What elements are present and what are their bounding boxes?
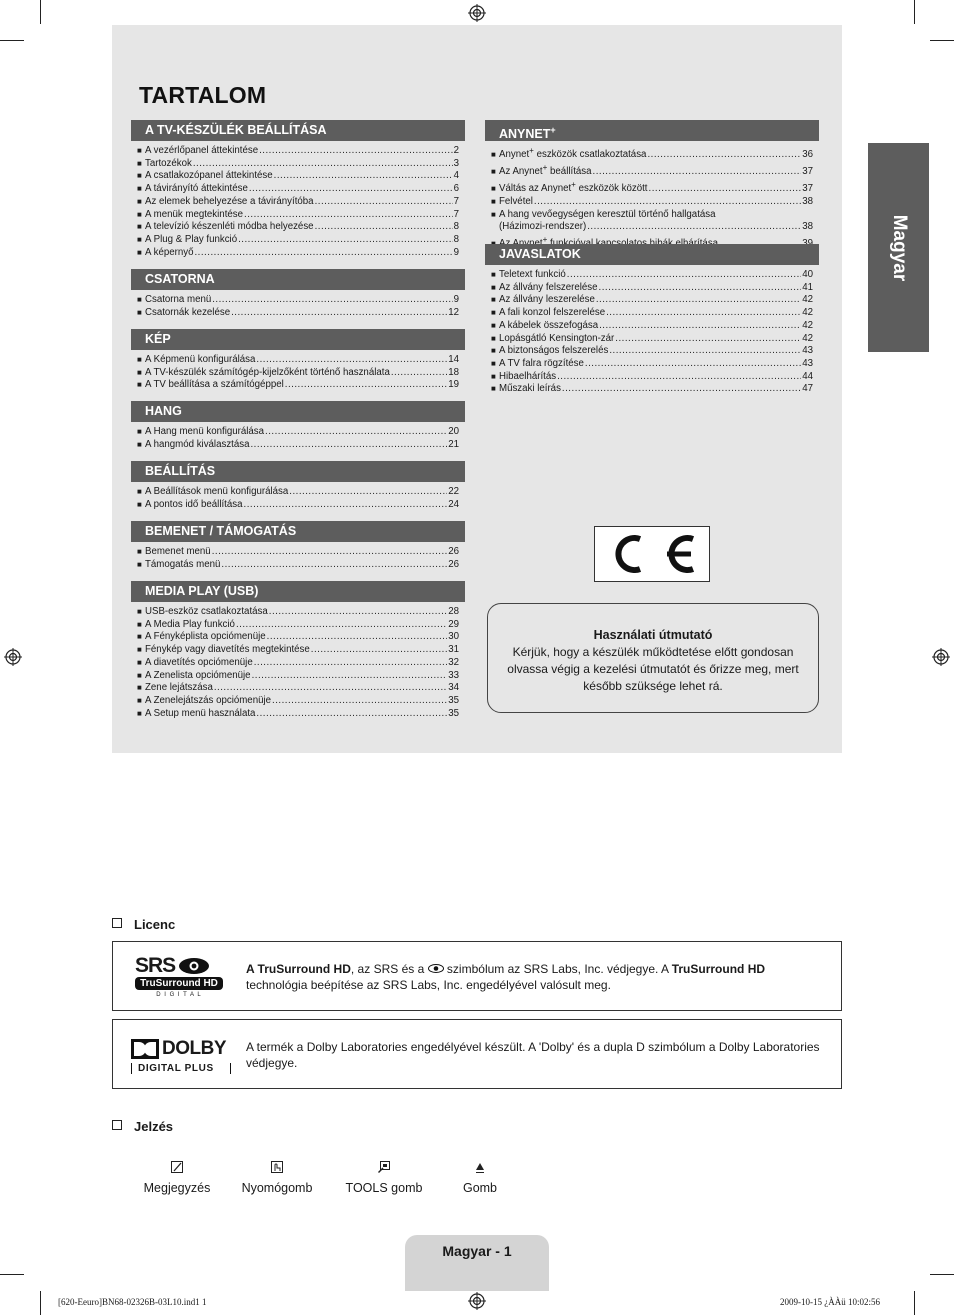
toc-entry[interactable]: ■ A hang vevőegységen keresztül történő hallgatása xyxy=(491,208,716,220)
bullet-icon: ■ xyxy=(137,607,142,616)
toc-entry-page: 34 xyxy=(448,682,459,694)
toc-entry-text: Fénykép vagy diavetítés megtekintése xyxy=(145,644,310,656)
bullet-icon: ■ xyxy=(137,307,142,317)
toc-entry[interactable] xyxy=(131,546,465,559)
toc-entry-text: A távirányító áttekintése xyxy=(145,183,248,195)
page-number-tab xyxy=(405,1235,549,1291)
bullet-icon: ■ xyxy=(137,499,142,509)
toc-entry[interactable] xyxy=(131,439,465,452)
bullet-icon: ■ xyxy=(137,695,142,705)
bullet-icon: ■ xyxy=(137,619,142,629)
bullet-icon: ■ xyxy=(137,295,142,304)
srs-circle-icon xyxy=(178,957,210,975)
section-heading: ANYNET+ xyxy=(485,120,819,141)
bullet-icon: ■ xyxy=(137,209,142,219)
toc-entry[interactable]: ■ Anynet+ eszközök csatlakoztatása ..... 36 xyxy=(485,145,819,162)
section-heading: MEDIA PLAY (USB) xyxy=(131,581,465,602)
bullet-icon: ■ xyxy=(491,333,496,343)
section-heading: KÉP xyxy=(131,329,465,350)
footer-timestamp: 2009-10-15 ¿ÀÀü 10:02:56 xyxy=(780,1297,880,1307)
page-number: Magyar - 1 xyxy=(442,1243,512,1259)
toc-section xyxy=(131,269,465,319)
toc-section-javaslatok xyxy=(485,244,819,396)
dolby-licence-box xyxy=(112,1019,842,1089)
toc-entry[interactable] xyxy=(485,371,819,384)
crop-mark xyxy=(914,1291,915,1315)
toc-entry-page: 33 xyxy=(448,669,459,681)
bullet-icon: ■ xyxy=(137,439,142,449)
crop-mark xyxy=(40,1291,41,1315)
toc-entry[interactable] xyxy=(485,282,819,295)
crop-mark xyxy=(930,40,954,41)
leader-dots xyxy=(315,221,453,234)
toc-entry[interactable] xyxy=(131,682,465,695)
leader-dots xyxy=(244,499,448,512)
note-body: Kérjük, hogy a készülék működtetése előtt gondosan olvassa végig a kezelési útmutatót és őrizze meg, mert később szüksége lehet rá. xyxy=(507,645,799,693)
leader-dots xyxy=(596,294,801,307)
leader-dots xyxy=(311,644,447,657)
toc-section xyxy=(131,120,465,259)
bullet-icon: ■ xyxy=(137,171,142,181)
leader-dots xyxy=(193,158,453,171)
usage-note xyxy=(487,603,819,713)
toc-entry[interactable] xyxy=(131,426,465,439)
toc-entry[interactable] xyxy=(131,619,465,632)
toc-entry-text: A diavetítés opciómenüje xyxy=(145,656,253,668)
bullet-icon: ■ xyxy=(137,632,142,642)
toc-entry[interactable] xyxy=(131,644,465,657)
toc-entry-text: A televízió készenléti módba helyezése xyxy=(145,221,314,233)
toc-entry-text: A Hang menü konfigurálása xyxy=(145,426,265,437)
leader-dots xyxy=(606,307,801,320)
toc-entry[interactable] xyxy=(131,354,465,367)
registration-mark-icon xyxy=(4,648,22,666)
dolby-double-d-icon xyxy=(131,1039,159,1059)
srs-licence-box xyxy=(112,941,842,1011)
language-tab xyxy=(868,143,929,352)
srs-logo: SRS TruSurround HD D I G I T A L xyxy=(135,956,223,998)
symbol-button: Nyomógomb xyxy=(235,1157,319,1195)
toc-entry-page: 4 xyxy=(453,170,459,182)
toc-entry[interactable] xyxy=(131,196,465,209)
toc-entry-text: A vezérlőpanel áttekintése xyxy=(145,145,259,156)
symbol-note: Megjegyzés xyxy=(136,1157,218,1195)
toc-entry[interactable] xyxy=(131,559,465,572)
toc-entry-page: 43 xyxy=(802,345,813,357)
toc-entry[interactable]: ■ Váltás az Anynet+ eszközök között ..... 37 xyxy=(485,179,819,196)
toc-entry[interactable] xyxy=(131,695,465,708)
bullet-icon: ■ xyxy=(137,184,142,194)
toc-section xyxy=(131,461,465,511)
toc-entry-text: Csatorna menü xyxy=(145,294,212,305)
toc-entry-text: Tartozékok xyxy=(145,157,192,169)
toc-entry-page: 18 xyxy=(448,366,459,378)
footer-file-info: [620-Eeuro]BN68-02326B-03L10.ind1 1 xyxy=(58,1297,207,1307)
symbol-tools: TOOLS gomb xyxy=(340,1157,428,1195)
toc-entry[interactable] xyxy=(485,358,819,371)
toc-entry[interactable] xyxy=(131,234,465,247)
leader-dots xyxy=(194,247,452,260)
toc-entry[interactable] xyxy=(485,269,819,282)
toc-entry-text: A Zenelejátszás opciómenüje xyxy=(145,694,272,706)
leader-dots xyxy=(256,354,447,367)
bullet-icon: ■ xyxy=(137,708,142,718)
toc-section xyxy=(131,521,465,571)
toc-entry[interactable] xyxy=(131,606,465,619)
toc-entry-page: 28 xyxy=(448,606,459,617)
toc-entry-text: A képernyő xyxy=(145,246,194,258)
toc-entry-text: A kábelek összefogása xyxy=(499,319,599,331)
toc-entry[interactable]: ■ Felvétel ..... 38 xyxy=(485,196,819,209)
srs-symbol-icon xyxy=(428,964,444,973)
toc-entry-text: Az állvány felszerelése xyxy=(499,281,598,293)
toc-entry-text: A csatlakozópanel áttekintése xyxy=(145,170,273,182)
leader-dots xyxy=(285,379,447,392)
toc-entry-text: A TV-készülék számítógép-kijelzőként történő használata xyxy=(145,366,390,378)
toc-entry-text: A Zenelista opciómenüje xyxy=(145,669,251,681)
page-title: TARTALOM xyxy=(139,82,267,108)
toc-entry-text: Teletext funkció xyxy=(499,269,566,280)
bullet-icon: ■ xyxy=(491,282,496,292)
section-heading: BEÁLLÍTÁS xyxy=(131,461,465,482)
bullet-icon: ■ xyxy=(137,367,142,377)
toc-entry-page: 7 xyxy=(453,195,459,207)
toc-entry[interactable] xyxy=(131,209,465,222)
section-heading: CSATORNA xyxy=(131,269,465,290)
bullet-icon: ■ xyxy=(491,384,496,394)
toc-entry-text: Hibaelhárítás xyxy=(499,370,557,382)
toc-entry[interactable] xyxy=(485,294,819,307)
toc-entry[interactable] xyxy=(485,383,819,396)
toc-entry-page: 2 xyxy=(453,145,459,156)
toc-entry-page: 3 xyxy=(453,157,459,169)
toc-entry[interactable] xyxy=(131,183,465,196)
toc-entry-text: A Setup menü használata xyxy=(145,707,256,719)
bullet-icon: ■ xyxy=(137,547,142,556)
toc-entry[interactable] xyxy=(131,158,465,171)
leader-dots xyxy=(289,486,447,499)
toc-entry-page: 42 xyxy=(802,332,813,344)
checkbox-bullet-icon xyxy=(112,1120,122,1130)
toc-entry-text: A Képmenü konfigurálása xyxy=(145,354,256,365)
toc-entry-page: 9 xyxy=(453,294,459,305)
toc-entry-page: 8 xyxy=(453,221,459,233)
dolby-logo: DOLBY DIGITAL PLUS xyxy=(131,1038,231,1074)
leader-dots xyxy=(254,657,448,670)
toc-entry-page: 30 xyxy=(448,631,459,643)
toc-entry-page: 42 xyxy=(802,307,813,319)
button-icon xyxy=(270,1160,284,1174)
leader-dots xyxy=(244,209,453,222)
toc-entry[interactable] xyxy=(131,145,465,158)
leader-dots xyxy=(256,708,447,721)
toc-entry[interactable] xyxy=(131,294,465,307)
toc-entry-page: 40 xyxy=(802,269,813,280)
leader-dots xyxy=(231,307,447,320)
leader-dots xyxy=(212,294,452,307)
toc-entry[interactable]: ■ Az Anynet+ beállítása ..... 37 xyxy=(485,162,819,179)
toc-entry-text: Csatornák kezelése xyxy=(145,306,231,318)
dolby-licence-text: A termék a Dolby Laboratories engedélyével készült. A 'Dolby' és a dupla D szimbólum a Dolby Laboratories védjegye. xyxy=(246,1040,820,1070)
leader-dots xyxy=(599,320,801,333)
leader-dots xyxy=(214,682,447,695)
toc-entry[interactable] xyxy=(131,221,465,234)
toc-entry[interactable] xyxy=(131,170,465,183)
leader-dots xyxy=(249,183,453,196)
leader-dots xyxy=(557,371,801,384)
toc-entry-text: A menük megtekintése xyxy=(145,208,244,220)
toc-entry-page: 43 xyxy=(802,357,813,369)
toc-section-anynet xyxy=(485,120,819,251)
toc-entry-text: A biztonságos felszerelés xyxy=(499,345,609,357)
toc-entry[interactable] xyxy=(131,708,465,721)
section-heading: HANG xyxy=(131,401,465,422)
toc-entry-page: 7 xyxy=(453,208,459,220)
toc-entry[interactable] xyxy=(131,631,465,644)
toc-entry-text: A Plug & Play funkció xyxy=(145,233,238,245)
bullet-icon: ■ xyxy=(137,427,142,436)
toc-entry-page: 12 xyxy=(448,306,459,318)
bullet-icon: ■ xyxy=(137,196,142,206)
leader-dots xyxy=(236,619,447,632)
note-icon xyxy=(170,1160,184,1174)
toc-entry[interactable]: + ..... xyxy=(485,234,819,251)
leader-dots xyxy=(567,269,801,282)
toc-entry-page: 41 xyxy=(802,281,813,293)
leader-dots xyxy=(585,358,801,371)
toc-section xyxy=(131,329,465,392)
toc-entry[interactable] xyxy=(131,657,465,670)
toc-entry-text: A fali konzol felszerelése xyxy=(499,307,606,319)
symbols-title: Jelzés xyxy=(112,1119,173,1134)
crop-mark xyxy=(930,1274,954,1275)
bullet-icon: ■ xyxy=(137,657,142,667)
bullet-icon: ■ xyxy=(137,487,142,496)
toc-entry-page: 22 xyxy=(448,486,459,497)
toc-entry-text: Zene lejátszása xyxy=(145,682,213,694)
bullet-icon: ■ xyxy=(491,270,496,279)
toc-entry[interactable] xyxy=(131,499,465,512)
toc-entry[interactable] xyxy=(131,247,465,260)
toc-entry[interactable] xyxy=(131,486,465,499)
section-heading: A TV-KÉSZÜLÉK BEÁLLÍTÁSA xyxy=(131,120,465,141)
toc-entry[interactable] xyxy=(131,379,465,392)
toc-entry-text: Műszaki leírás xyxy=(499,383,561,395)
toc-entry-page: 47 xyxy=(802,383,813,395)
toc-entry-page: 21 xyxy=(448,438,459,450)
toc-entry-page: 24 xyxy=(448,498,459,510)
toc-entry[interactable] xyxy=(131,367,465,380)
bullet-icon: ■ xyxy=(491,320,496,330)
leader-dots xyxy=(265,426,447,439)
toc-entry-page: 32 xyxy=(448,656,459,668)
crop-mark xyxy=(914,0,915,24)
toc-section xyxy=(131,401,465,451)
licence-title: Licenc xyxy=(112,917,175,932)
toc-entry-text: USB-eszköz csatlakoztatása xyxy=(145,606,268,617)
toc-entry-page: 42 xyxy=(802,294,813,306)
leader-dots xyxy=(615,333,801,346)
registration-mark-icon xyxy=(468,1292,486,1310)
toc-entry-text: A Media Play funkció xyxy=(145,618,235,630)
leader-dots xyxy=(212,546,448,559)
bullet-icon: ■ xyxy=(137,234,142,244)
language-tab-label: Magyar xyxy=(888,214,910,281)
bullet-icon: ■ xyxy=(491,308,496,318)
toc-entry[interactable] xyxy=(131,307,465,320)
section-heading: BEMENET / TÁMOGATÁS xyxy=(131,521,465,542)
registration-mark-icon xyxy=(932,648,950,666)
toc-entry[interactable] xyxy=(485,333,819,346)
toc-entry[interactable] xyxy=(485,345,819,358)
bullet-icon: ■ xyxy=(137,355,142,364)
leader-dots xyxy=(315,196,453,209)
toc-entry-page: 14 xyxy=(448,354,459,365)
crop-mark xyxy=(0,1274,24,1275)
toc-entry[interactable] xyxy=(485,307,819,320)
bullet-icon: ■ xyxy=(491,371,496,381)
bullet-icon: ■ xyxy=(137,146,142,155)
toc-entry-page: 6 xyxy=(453,183,459,195)
symbol-up-arrow: Gomb xyxy=(452,1157,508,1195)
section-heading: JAVASLATOK xyxy=(485,244,819,265)
toc-entry-page: 35 xyxy=(448,707,459,719)
leader-dots xyxy=(599,282,802,295)
bullet-icon: ■ xyxy=(491,358,496,368)
bullet-icon: ■ xyxy=(137,670,142,680)
toc-entry[interactable] xyxy=(485,320,819,333)
ce-mark xyxy=(594,526,710,582)
leader-dots xyxy=(269,606,447,619)
leader-dots xyxy=(252,670,448,683)
toc-entry-text: Az elemek behelyezése a távirányítóba xyxy=(145,195,314,207)
toc-entry-text: Támogatás menü xyxy=(145,558,221,570)
toc-entry-text: A pontos idő beállítása xyxy=(145,498,243,510)
registration-mark-icon xyxy=(468,4,486,22)
leader-dots xyxy=(609,345,801,358)
leader-dots xyxy=(238,234,453,247)
leader-dots xyxy=(267,631,448,644)
leader-dots xyxy=(259,145,453,158)
bullet-icon: ■ xyxy=(137,683,142,693)
toc-entry-page: 35 xyxy=(448,694,459,706)
toc-entry-page: 8 xyxy=(453,233,459,245)
toc-entry-continued[interactable]: (Házimozi-rendszer) ..... 38 xyxy=(485,221,819,234)
crop-mark xyxy=(40,0,41,24)
checkbox-bullet-icon xyxy=(112,918,122,928)
bullet-icon: ■ xyxy=(137,247,142,257)
toc-entry[interactable] xyxy=(131,670,465,683)
toc-entry-page: 20 xyxy=(448,426,459,437)
toc-entry-page: 19 xyxy=(448,379,459,391)
toc-entry-page: 26 xyxy=(448,558,459,570)
bullet-icon: ■ xyxy=(137,380,142,390)
leader-dots xyxy=(274,170,453,183)
toc-entry-page: 26 xyxy=(448,546,459,557)
bullet-icon: ■ xyxy=(137,158,142,168)
toc-entry-text: Az állvány leszerelése xyxy=(499,294,595,306)
toc-entry-text: A Fényképlista opciómenüje xyxy=(145,631,266,643)
tools-icon xyxy=(377,1160,391,1174)
toc-entry-text: Bemenet menü xyxy=(145,546,211,557)
toc-entry-text: A hangmód kiválasztása xyxy=(145,438,250,450)
crop-mark xyxy=(0,40,24,41)
note-title: Használati útmutató xyxy=(593,628,713,642)
bullet-icon: ■ xyxy=(491,346,496,356)
srs-licence-text: A TruSurround HD, az SRS és a szimbólum az SRS Labs, Inc. védjegye. A TruSurround HD technológia beépítése az SRS Labs, Inc. engedélyével valósult meg. xyxy=(246,962,766,992)
bullet-icon: ■ xyxy=(137,222,142,232)
leader-dots xyxy=(272,695,447,708)
bullet-icon: ■ xyxy=(137,645,142,655)
ce-logo-icon xyxy=(595,527,709,581)
toc-entry-text: A TV beállítása a számítógéppel xyxy=(145,379,284,391)
bullet-icon: ■ xyxy=(137,559,142,569)
toc-entry-page: 42 xyxy=(802,319,813,331)
up-arrow-icon xyxy=(474,1160,486,1174)
toc-entry-text: A Beállítások menü konfigurálása xyxy=(145,486,289,497)
leader-dots xyxy=(221,559,447,572)
leader-dots xyxy=(562,383,801,396)
toc-entry-text: Lopásgátló Kensington-zár xyxy=(499,332,615,344)
leader-dots xyxy=(250,439,447,452)
toc-section xyxy=(131,581,465,720)
toc-entry-page: 44 xyxy=(802,370,813,382)
toc-entry-page: 29 xyxy=(448,618,459,630)
bullet-icon: ■ xyxy=(491,295,496,305)
toc-entry-page: 31 xyxy=(448,644,459,656)
toc-entry-text: A TV falra rögzítése xyxy=(499,357,584,369)
leader-dots xyxy=(391,367,447,380)
toc-entry-page: 9 xyxy=(453,246,459,258)
